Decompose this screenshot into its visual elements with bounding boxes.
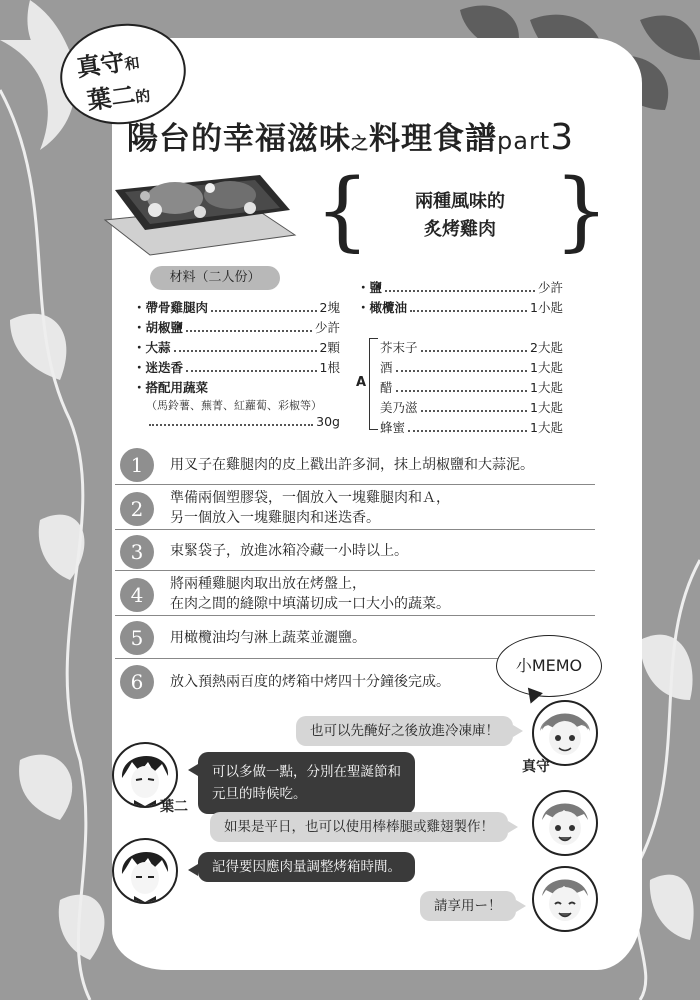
ingredient-row: 醋 1大匙	[380, 380, 563, 395]
dialogue-bubble: 可以多做一點，分別在聖誕節和 元旦的時候吃。	[198, 752, 415, 814]
step-text: 準備兩個塑膠袋，一個放入一塊雞腿肉和Ａ， 另一個放入一塊雞腿肉和迷迭香。	[170, 490, 450, 526]
mamoru-avatar	[532, 866, 598, 932]
bubble-line-1: 真守和	[74, 47, 141, 83]
group-bracket	[369, 338, 378, 430]
dialogue-bubble: 請享用ー！	[420, 891, 516, 921]
grilled-chicken-illustration	[100, 150, 300, 260]
youji-avatar	[112, 838, 178, 904]
step-number: 4	[120, 578, 154, 612]
step-divider	[115, 570, 595, 571]
ingredient-row: ・橄欖油 1小匙	[357, 300, 563, 315]
step-number: 1	[120, 448, 154, 482]
ingredient-row: 30g	[146, 414, 340, 429]
step-text: 放入預熱兩百度的烤箱中烤四十分鐘後完成。	[170, 674, 450, 690]
step-number: 6	[120, 665, 154, 699]
ingredient-row: ・鹽 少許	[357, 280, 563, 295]
dialogue-bubble: 記得要因應肉量調整烤箱時間。	[198, 852, 415, 882]
step-number: 3	[120, 535, 154, 569]
mamoru-avatar	[532, 790, 598, 856]
ingredient-row: ・大蒜 2顆	[133, 340, 340, 355]
step-text: 將兩種雞腿肉取出放在烤盤上， 在肉之間的縫隙中填滿切成一口大小的蔬菜。	[170, 576, 450, 612]
ingredient-row: ・帶骨雞腿肉 2塊	[133, 300, 340, 315]
step-text: 用叉子在雞腿肉的皮上戳出許多洞，抹上胡椒鹽和大蒜泥。	[170, 457, 534, 473]
step-divider	[115, 615, 595, 616]
dialogue-bubble: 也可以先醃好之後放進冷凍庫！	[296, 716, 513, 746]
ingredient-row: 酒 1大匙	[380, 360, 563, 375]
ingredient-row: 芥末子 2大匙	[380, 340, 563, 355]
ingredient-row: ・迷迭香 1根	[133, 360, 340, 375]
ingredient-row: 美乃滋 1大匙	[380, 400, 563, 415]
memo-bubble: 小MEMO	[496, 635, 602, 697]
step-divider	[115, 529, 595, 530]
speaker-youji: 葉二	[160, 799, 188, 815]
speaker-mamoru: 真守	[522, 759, 550, 775]
group-label: A	[356, 375, 367, 390]
step-text: 用橄欖油均勻淋上蔬菜並灑鹽。	[170, 630, 366, 646]
brace-left: {	[315, 161, 370, 261]
step-number: 5	[120, 621, 154, 655]
bubble-line-2: 葉二的	[85, 80, 152, 116]
step-number: 2	[120, 492, 154, 526]
dish-name: 兩種風味的 炙烤雞肉	[415, 191, 505, 240]
ingredient-row: ・搭配用蔬菜	[133, 380, 209, 395]
step-text: 束緊袋子，放進冰箱冷藏一小時以上。	[170, 543, 408, 559]
step-divider	[115, 484, 595, 485]
vegetable-note: （馬鈴薯、蕪菁、紅蘿蔔、彩椒等）	[146, 399, 322, 412]
ingredient-row: 蜂蜜 1大匙	[380, 420, 563, 435]
ingredient-row: ・胡椒鹽 少許	[133, 320, 340, 335]
brace-right: }	[554, 161, 609, 261]
page-title: 陽台的幸福滋味之料理食譜part3	[127, 117, 575, 158]
dialogue-bubble: 如果是平日，也可以使用棒棒腿或雞翅製作！	[210, 812, 508, 842]
ingredients-heading: 材料（二人份）	[150, 266, 280, 290]
